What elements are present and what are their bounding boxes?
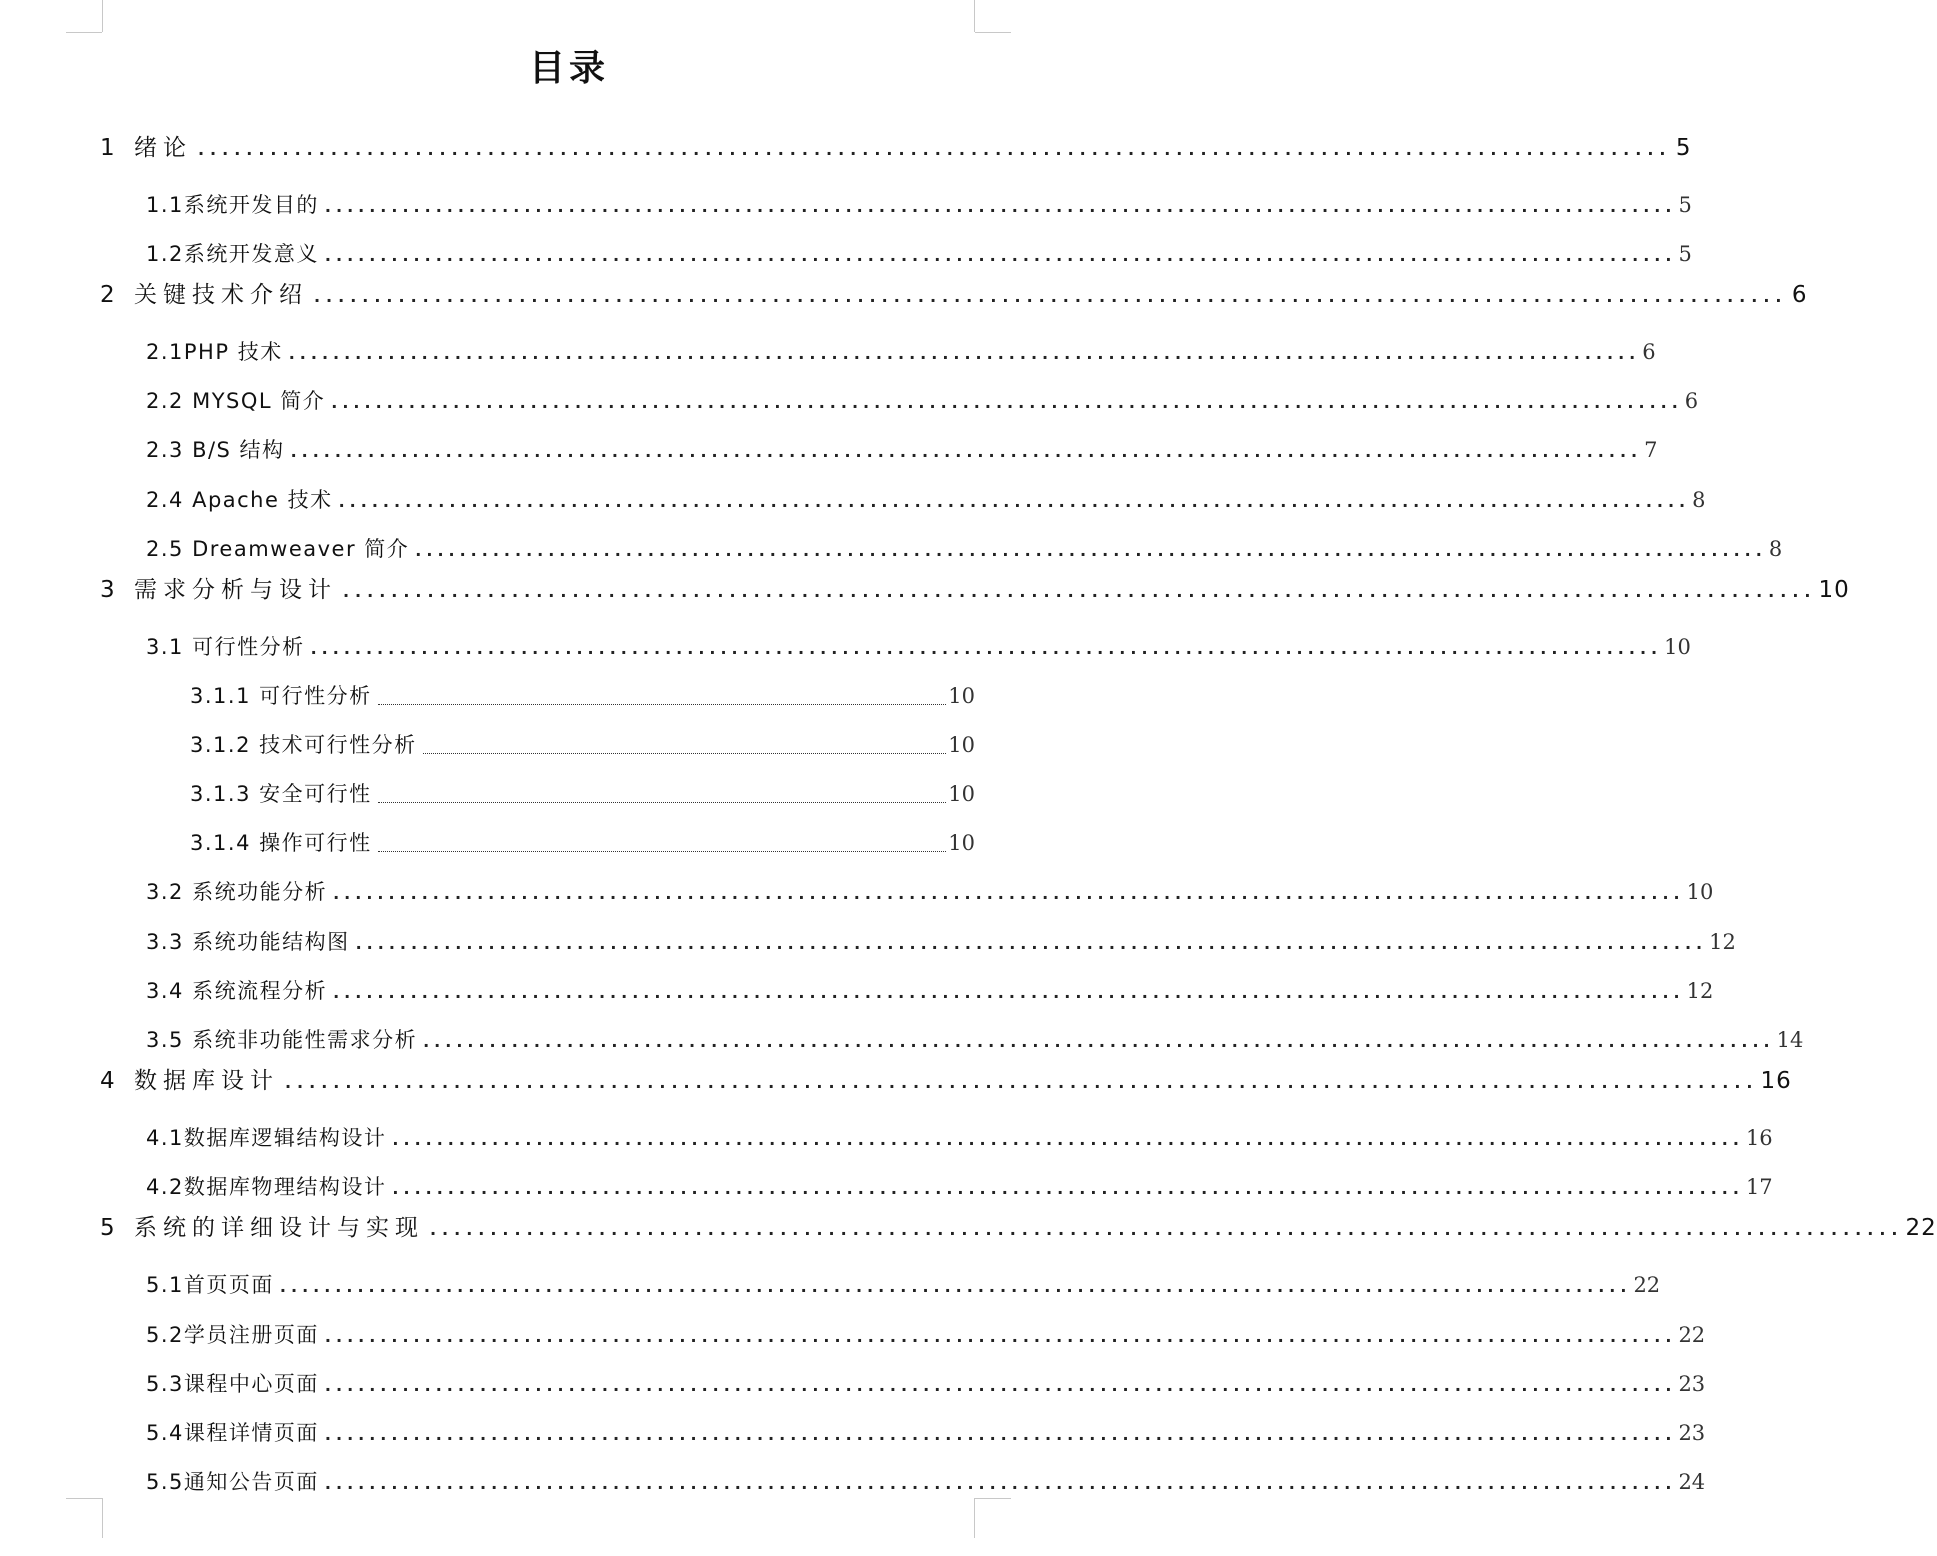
toc-page-number: 10	[1686, 880, 1714, 904]
toc-entry[interactable]	[100, 279, 1808, 311]
toc-entry[interactable]	[190, 680, 975, 712]
toc-label: 1.2系统开发意义	[146, 242, 319, 266]
toc-label: 3 需求分析与设计	[100, 577, 337, 603]
toc-entry[interactable]	[146, 434, 1658, 466]
toc-page-number: 23	[1678, 1372, 1706, 1396]
toc-page-number: 6	[1642, 340, 1656, 364]
dot-leader: ..........................................................................................................................	[331, 393, 1683, 412]
toc-page-number: 8	[1692, 488, 1706, 512]
dot-leader: ..........................................................................................................................	[324, 1425, 1677, 1444]
toc-page-number: 6	[1791, 282, 1808, 308]
toc-label: 1.1系统开发目的	[146, 193, 319, 217]
toc-page-number: 10	[948, 782, 975, 806]
toc-label: 5.2学员注册页面	[146, 1323, 319, 1347]
toc-entry[interactable]	[146, 336, 1656, 368]
toc-entry[interactable]	[146, 926, 1736, 958]
dot-leader: ..........................................................................................................................	[423, 1032, 1775, 1051]
dot-leader: ..........................................................................................................................	[429, 1220, 1904, 1239]
toc-entry[interactable]	[190, 778, 975, 810]
toc-label: 3.1.1 可行性分析	[190, 684, 372, 708]
toc-page-number: 5	[1678, 242, 1692, 266]
toc-label: 3.1.2 技术可行性分析	[190, 733, 417, 757]
dot-leader: ..........................................................................................................................	[290, 442, 1643, 461]
toc-label: 3.5 系统非功能性需求分析	[146, 1028, 418, 1052]
toc-page-number: 10	[1664, 635, 1691, 659]
toc-label: 3.3 系统功能结构图	[146, 930, 350, 954]
dot-leader: ..........................................................................................................................	[197, 140, 1672, 159]
toc-page-number: 24	[1678, 1470, 1706, 1494]
toc-label: 5.5通知公告页面	[146, 1470, 319, 1494]
toc-entry[interactable]	[146, 484, 1706, 516]
toc-label: 3.1.3 安全可行性	[190, 782, 372, 806]
toc-entry[interactable]	[100, 574, 1850, 606]
toc-label: 4 数据库设计	[100, 1068, 279, 1094]
dot-leader: ..........................................................................................................................	[355, 934, 1708, 953]
toc-page-number: 22	[1905, 1215, 1937, 1241]
toc-entry[interactable]	[190, 827, 975, 859]
toc-entry[interactable]	[100, 1065, 1792, 1097]
toc-label: 4.1数据库逻辑结构设计	[146, 1126, 387, 1150]
toc-page-number: 10	[948, 733, 975, 757]
toc-page-number: 17	[1745, 1175, 1773, 1199]
toc-entry[interactable]	[146, 631, 1691, 663]
dot-leader: ..........................................................................................................................	[324, 246, 1677, 265]
dot-leader	[378, 703, 947, 705]
toc-label: 5.1首页页面	[146, 1273, 274, 1297]
dot-leader: ..........................................................................................................................	[288, 344, 1641, 363]
toc-page-number: 12	[1709, 930, 1736, 954]
toc-label: 2.3 B/S 结构	[146, 438, 285, 462]
toc-page-number: 5	[1675, 135, 1692, 161]
toc-page-number: 10	[948, 684, 975, 708]
dot-leader: ..........................................................................................................................	[333, 983, 1685, 1002]
toc-entry[interactable]	[146, 1466, 1706, 1498]
toc-entry[interactable]	[146, 238, 1692, 270]
toc-entry[interactable]	[146, 1368, 1706, 1400]
dot-leader: ..........................................................................................................................	[342, 582, 1817, 601]
toc-entry[interactable]	[146, 975, 1714, 1007]
toc-label: 3.2 系统功能分析	[146, 880, 328, 904]
toc-label: 5.4课程详情页面	[146, 1421, 319, 1445]
toc-page-number: 14	[1776, 1028, 1804, 1052]
toc-page-number: 16	[1745, 1126, 1773, 1150]
toc-entry[interactable]	[146, 385, 1699, 417]
toc-entry[interactable]	[146, 533, 1783, 565]
toc-label: 2.2 MYSQL 简介	[146, 389, 326, 413]
toc-page-number: 23	[1678, 1421, 1706, 1445]
dot-leader: ..........................................................................................................................	[392, 1130, 1744, 1149]
toc-entry[interactable]	[146, 189, 1692, 221]
toc-label: 2 关键技术介绍	[100, 282, 308, 308]
dot-leader: ..........................................................................................................................	[392, 1179, 1744, 1198]
toc-label: 5.3课程中心页面	[146, 1372, 319, 1396]
toc-entry[interactable]	[100, 1212, 1937, 1244]
toc-entry[interactable]	[146, 1319, 1706, 1351]
toc-entry[interactable]	[146, 1417, 1706, 1449]
dot-leader: ..........................................................................................................................	[333, 884, 1685, 903]
dot-leader: ..........................................................................................................................	[324, 1474, 1677, 1493]
toc-page-number: 10	[1818, 577, 1850, 603]
dot-leader	[423, 752, 947, 754]
dot-leader	[378, 801, 947, 803]
toc-page-number: 10	[948, 831, 975, 855]
toc-entry[interactable]	[190, 729, 975, 761]
page-title: 目录	[528, 48, 609, 89]
toc-entry[interactable]	[146, 1122, 1773, 1154]
toc-page-number: 5	[1678, 193, 1692, 217]
toc-page-number: 22	[1678, 1323, 1706, 1347]
toc-entry[interactable]	[146, 1024, 1804, 1056]
toc-label: 3.1.4 操作可行性	[190, 831, 372, 855]
toc-label: 2.1PHP 技术	[146, 340, 283, 364]
toc-label: 2.4 Apache 技术	[146, 488, 333, 512]
dot-leader: ..........................................................................................................................	[279, 1277, 1632, 1296]
toc-entry[interactable]	[146, 1269, 1661, 1301]
toc-label: 3.4 系统流程分析	[146, 979, 328, 1003]
toc-label: 2.5 Dreamweaver 简介	[146, 537, 410, 561]
toc-page-number: 12	[1686, 979, 1714, 1003]
toc-label: 4.2数据库物理结构设计	[146, 1175, 387, 1199]
dot-leader: ..........................................................................................................................	[284, 1073, 1759, 1092]
toc-page-number: 8	[1768, 537, 1783, 561]
dot-leader: ..........................................................................................................................	[310, 639, 1663, 658]
toc-label: 1 绪论	[100, 135, 192, 161]
dot-leader	[378, 850, 947, 852]
dot-leader: ..........................................................................................................................	[324, 1376, 1677, 1395]
toc-page-number: 16	[1760, 1068, 1792, 1094]
toc-page-number: 6	[1684, 389, 1699, 413]
toc-page-number: 7	[1644, 438, 1658, 462]
toc-entry[interactable]	[146, 876, 1714, 908]
toc-label: 5 系统的详细设计与实现	[100, 1215, 424, 1241]
dot-leader: ..........................................................................................................................	[313, 287, 1788, 306]
toc-entry[interactable]	[100, 132, 1692, 164]
toc-label: 3.1 可行性分析	[146, 635, 305, 659]
dot-leader: ..........................................................................................................................	[324, 1327, 1677, 1346]
toc-entry[interactable]	[146, 1171, 1773, 1203]
toc-page-number: 22	[1633, 1273, 1661, 1297]
dot-leader: ..........................................................................................................................	[324, 197, 1677, 216]
dot-leader: ..........................................................................................................................	[415, 541, 1767, 560]
dot-leader: ..........................................................................................................................	[338, 492, 1691, 511]
